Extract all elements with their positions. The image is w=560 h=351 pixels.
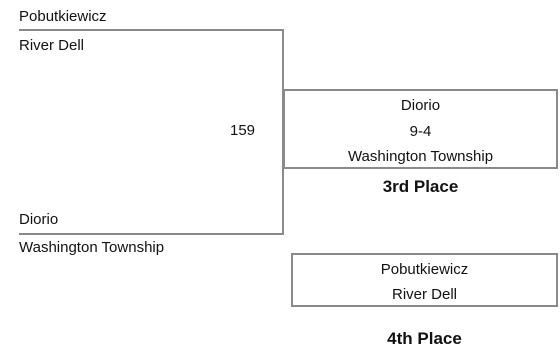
bottom-entry-divider: [19, 233, 284, 235]
top-entry-divider: [19, 29, 283, 31]
fourth-place-school: River Dell: [391, 286, 457, 303]
third-place-box: [283, 89, 558, 169]
top-entry-school: River Dell: [19, 37, 85, 54]
fourth-place-box: [291, 253, 558, 307]
third-place-label: 3rd Place: [382, 177, 459, 196]
top-entry-name: Pobutkiewicz: [19, 8, 107, 25]
third-place-name: Diorio: [400, 97, 441, 114]
fourth-place-label: 4th Place: [387, 329, 462, 348]
match-number: 159: [230, 122, 256, 139]
third-place-school: Washington Township: [347, 148, 494, 165]
bottom-entry-school: Washington Township: [19, 239, 165, 256]
fourth-place-name: Pobutkiewicz: [380, 261, 469, 278]
bottom-entry-name: Diorio: [19, 211, 59, 228]
third-place-score: 9-4: [409, 123, 432, 140]
